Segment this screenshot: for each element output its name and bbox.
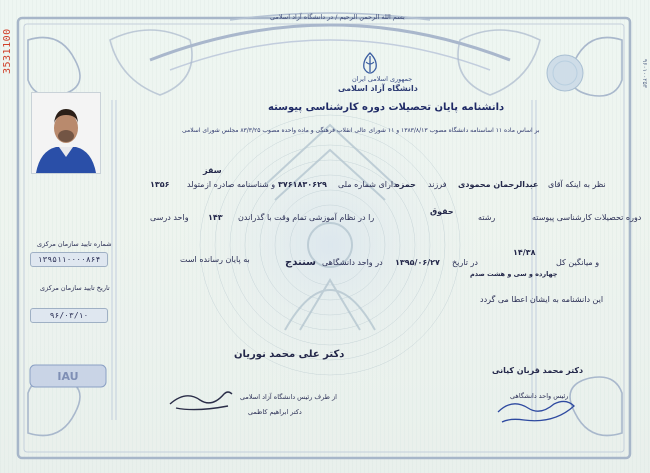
id-label: دارای شماره ملی: [338, 180, 397, 189]
student-name-label: نظر به اینکه آقای: [548, 180, 606, 189]
average-label: و میانگین کل: [556, 258, 600, 267]
verify-number-field: [30, 252, 108, 267]
average-grade: ۱۴/۳۸: [513, 248, 536, 257]
field-of-study: حقوق: [430, 207, 454, 216]
units-label: واحد درسی: [150, 213, 189, 222]
verify-date-field: [30, 308, 108, 323]
verify-date-value: ۹۶/۰۳/۱۰: [49, 311, 89, 320]
svg-text:IAU: IAU: [57, 370, 79, 383]
completion-text: به پایان رسانده است: [180, 255, 250, 264]
verify-date-label: تاریخ تایید سازمان مرکزی: [40, 284, 110, 292]
right-signatory-title: رئیس واحد دانشگاهی: [510, 392, 569, 400]
credit-units: ۱۴۳: [208, 213, 223, 222]
father-name: حمزه: [395, 180, 416, 189]
date-label: در تاریخ: [452, 258, 478, 267]
right-signature-icon: [494, 396, 578, 426]
campus-name: سنندج: [285, 257, 316, 268]
center-signatory-sub: دکتر ابراهیم کاظمی: [248, 408, 302, 416]
verify-number-value: ۱۳۹۵۱۱۰۰۰۰۸۶۴: [37, 255, 101, 264]
serial-number: 3531100: [2, 28, 13, 74]
right-signatory-name: دکتر محمد قربان کیانی: [492, 366, 584, 375]
certificate-title: دانشنامه پایان تحصیلات دوره کارشناسی پیوسته: [268, 102, 505, 113]
student-photo: [31, 92, 101, 174]
verify-number-label: شماره تایید سازمان مرکزی: [37, 240, 112, 248]
student-name: عبدالرحمان محمودی: [458, 180, 539, 189]
issue-place: سقز: [203, 166, 222, 175]
birth-year: ۱۳۵۶: [150, 180, 170, 189]
university-name: دانشگاه آزاد اسلامی: [338, 84, 418, 93]
field-label: رشته: [478, 213, 496, 222]
graduation-date: ۱۳۹۵/۰۶/۲۷: [395, 258, 440, 267]
father-label: فرزند: [428, 180, 447, 189]
system-label: را در نظام آموزشی تمام وقت با گذراندن: [238, 213, 375, 222]
preamble-text: بر اساس ماده ۱۱ اساسنامه دانشگاه مصوب ۱۳۸۳/۸/۱۳ و ۱۱ شورای عالی انقلاب فرهنگی و ماده واحده مصوب ۸۳/۳/۲۵ مجلس شورای اسلامی: [182, 127, 540, 134]
emblem-caption: جمهوری اسلامی ایران: [352, 75, 413, 83]
issue-label: و شناسنامه صادره از: [205, 180, 276, 189]
center-signatory-name: دکتر علی محمد نوریان: [234, 349, 345, 360]
course-label: دوره تحصیلات کارشناسی پیوسته: [532, 213, 642, 222]
center-signatory-title: از طرف رئیس دانشگاه آزاد اسلامی: [240, 393, 337, 401]
birth-label: متولد: [187, 180, 205, 189]
national-id: ۳۷۶۱۸۳۰۶۲۹: [278, 180, 327, 189]
unit-label: در واحد دانشگاهی: [322, 258, 383, 267]
header-line: بسم الله الرحمن الرحیم / در دانشگاه آزاد اسلامی: [270, 13, 405, 21]
average-words: چهارده و سی و هشت صدم: [470, 270, 558, 278]
national-emblem-icon: [360, 52, 380, 74]
center-signature-icon: [166, 386, 236, 414]
grant-text: این دانشنامه به ایشان اعطا می گردد: [480, 295, 604, 304]
side-registration-text: ۹۶۰۱۰۰۲۵۳: [641, 58, 648, 88]
